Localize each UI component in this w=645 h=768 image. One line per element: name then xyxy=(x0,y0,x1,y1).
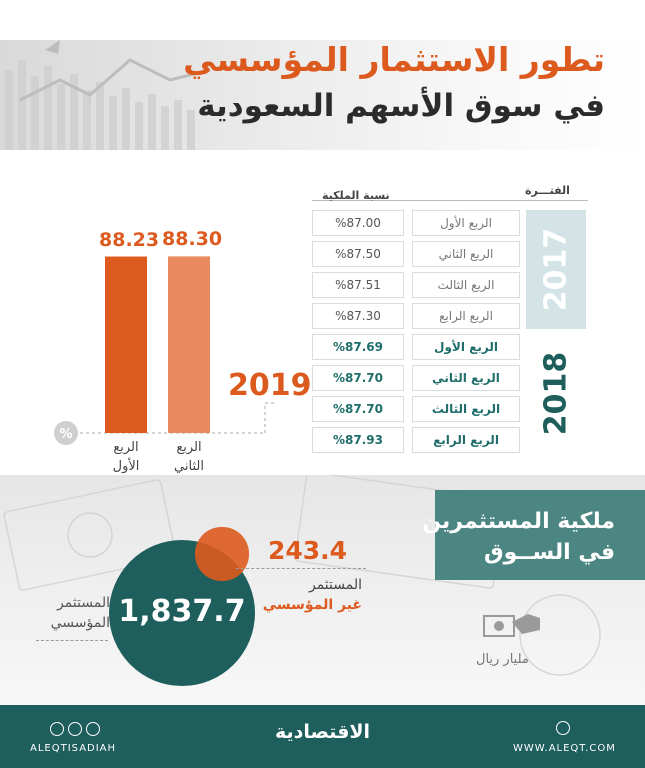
page-subtitle: في سوق الأسهم السعودية xyxy=(197,88,605,124)
bar-value-label: 88.30 xyxy=(162,228,223,251)
non-institutional-label-line1: المستثمر xyxy=(308,577,362,593)
bar-category-label xyxy=(159,438,219,476)
table-quarter-cell: الربع الأول xyxy=(412,210,520,236)
non-institutional-label-line2: غير المؤسسي xyxy=(262,597,362,613)
bar-category-line: الأول xyxy=(112,459,140,474)
table-quarter-cell: الربع الرابع xyxy=(412,303,520,329)
bar-2 xyxy=(168,256,210,433)
investor-ownership-title-line2: في الســوق xyxy=(483,540,615,565)
table-value-cell: %87.51 xyxy=(312,272,404,298)
money-icon xyxy=(482,608,542,648)
table-value-cell: %87.50 xyxy=(312,241,404,267)
table-header-period: الفتـــرة xyxy=(525,184,570,197)
bar-category-line: الثاني xyxy=(174,459,204,474)
table-header-ownership: نسبة الملكية xyxy=(322,189,390,202)
non-institutional-leader-line xyxy=(236,568,366,569)
institutional-leader-line xyxy=(36,640,108,641)
chart-year-label: 2019 xyxy=(228,368,312,403)
unit-label: مليار ريال xyxy=(476,652,529,667)
social-handle[interactable]: ALEQTISADIAH xyxy=(30,743,117,754)
table-value-cell: %87.70 xyxy=(312,365,404,391)
non-institutional-value: 243.4 xyxy=(268,536,348,565)
table-quarter-cell: الربع الثاني xyxy=(412,365,520,391)
bar-category-line: الربع xyxy=(176,440,202,455)
bar-category-line: الربع xyxy=(113,440,139,455)
institutional-value: 1,837.7 xyxy=(118,594,246,629)
table-value-cell: %87.00 xyxy=(312,210,404,236)
year-label: 2017 xyxy=(538,227,574,312)
institutional-label xyxy=(30,593,110,633)
year-block-2017 xyxy=(526,210,586,329)
table-quarter-cell: الربع الأول xyxy=(412,334,520,360)
bar-chart-2019 xyxy=(40,190,310,480)
table-value-cell: %87.93 xyxy=(312,427,404,453)
table-quarter-cell: الربع الثاني xyxy=(412,241,520,267)
bar-category-label xyxy=(96,438,156,476)
institutional-label-line1: المستثمر xyxy=(56,595,110,611)
investor-ownership-title-line1: ملكية المستثمرين xyxy=(422,509,615,534)
bar-value-label: 88.23 xyxy=(99,228,160,251)
brand-logo: الاقتصادية xyxy=(274,721,371,743)
investor-ownership-title xyxy=(422,506,615,568)
table-quarter-cell: الربع الثالث xyxy=(412,272,520,298)
year-label: 2018 xyxy=(538,351,574,436)
percent-symbol: % xyxy=(59,427,73,442)
table-value-cell: %87.69 xyxy=(312,334,404,360)
bar-1 xyxy=(105,257,147,433)
year-block-2018 xyxy=(526,334,586,453)
page-title: تطور الاستثمار المؤسسي xyxy=(183,40,605,79)
footer xyxy=(0,705,645,768)
non-institutional-label xyxy=(262,575,362,615)
website-link[interactable]: WWW.ALEQT.COM xyxy=(513,743,616,754)
non-institutional-bubble xyxy=(195,527,248,580)
chart-leader-line xyxy=(265,403,275,433)
table-quarter-cell: الربع الرابع xyxy=(412,427,520,453)
table-value-cell: %87.30 xyxy=(312,303,404,329)
table-value-cell: %87.70 xyxy=(312,396,404,422)
table-quarter-cell: الربع الثالث xyxy=(412,396,520,422)
institutional-label-line2: المؤسسي xyxy=(50,615,110,631)
web-icon xyxy=(556,721,570,735)
